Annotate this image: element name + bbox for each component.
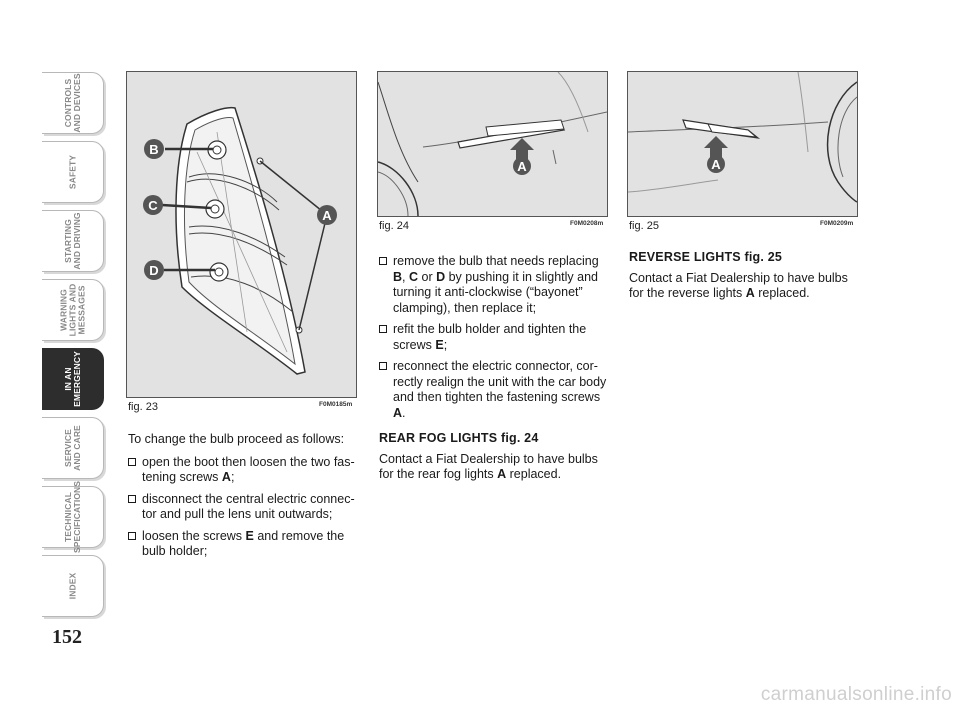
tab-label: WARNING LIGHTS AND MESSAGES [58, 283, 86, 337]
tab-safety[interactable] [42, 141, 104, 203]
reverse-light-drawing [628, 72, 857, 216]
tab-technical-specifications[interactable] [42, 480, 104, 554]
tab-controls-and-devices[interactable] [42, 72, 104, 134]
step-text: refit the bulb holder and tighten the screws [393, 322, 587, 352]
fig-23-code: F0M0185m [319, 401, 353, 408]
step-remove-bulb [379, 254, 609, 316]
step-reconnect [379, 359, 609, 421]
step-text: loosen the screws [142, 528, 246, 543]
step-disconnect-connector [128, 492, 358, 523]
checkbox-bullet-icon [379, 257, 387, 265]
step-text: or [418, 269, 437, 284]
rear-fog-lights-heading: REAR FOG LIGHTS fig. 24 [379, 431, 539, 445]
step-ref: D [436, 269, 446, 284]
step-text: remove the bulb that needs replacing [393, 254, 599, 268]
step-text: ; [443, 337, 448, 352]
rear-fog-drawing [378, 72, 607, 216]
callout-d-label: D [149, 263, 159, 278]
tab-in-an-emergency[interactable] [42, 348, 104, 410]
intro-paragraph: To change the bulb proceed as follows: [128, 432, 345, 446]
figure-25-reverse-lights [627, 71, 858, 217]
column-3-text [629, 250, 859, 309]
step-text: reconnect the electric connector, cor-rectly realign the unit with the car body and then tighten the fastening screws [393, 359, 607, 404]
body-ref: A [745, 286, 755, 300]
callout-b-label: B [149, 142, 159, 157]
tab-label: STARTING AND DRIVING [62, 212, 82, 270]
tab-label: INDEX [67, 572, 77, 600]
fig-25-code: F0M0209m [820, 220, 854, 227]
figure-24-rear-fog-lights [377, 71, 608, 217]
tail-light-drawing [127, 72, 356, 397]
fig-24-callout-a: A [517, 159, 527, 174]
step-loosen-screws [128, 529, 358, 560]
callout-c-label: C [148, 198, 158, 213]
checkbox-bullet-icon [379, 362, 387, 370]
watermark: carmanualsonline.info [760, 684, 952, 705]
checkbox-bullet-icon [128, 532, 136, 540]
fig-25-caption: fig. 25 [629, 220, 659, 232]
body-text: Contact a Fiat Dealership to have bulbs for the reverse lights [629, 270, 848, 300]
column-2-text [379, 254, 609, 490]
body-text: replaced. [754, 286, 810, 300]
step-ref: A [393, 405, 403, 420]
checkbox-bullet-icon [128, 458, 136, 466]
step-text: disconnect the central electric connec-tor and pull the lens unit outwards; [142, 491, 355, 521]
step-open-boot [128, 455, 358, 486]
step-refit-holder [379, 322, 609, 353]
tab-service-and-care[interactable] [42, 417, 104, 479]
fig-23-caption: fig. 23 [128, 401, 158, 413]
figure-23-tail-light [126, 71, 357, 398]
tab-label: TECHNICAL SPECIFICATIONS [62, 480, 82, 554]
step-text: ; [230, 470, 235, 484]
fig-25-callout-a: A [711, 157, 721, 172]
step-ref: B [393, 269, 403, 284]
step-ref: A [221, 470, 231, 484]
column-1-text [128, 432, 358, 566]
step-text: , [402, 269, 409, 284]
tab-label: IN AN EMERGENCY [62, 351, 82, 407]
tab-index[interactable] [42, 555, 104, 617]
tab-warning-lights[interactable] [42, 279, 104, 341]
fig-24-code: F0M0208m [570, 220, 604, 227]
tab-label: CONTROLS AND DEVICES [62, 73, 82, 133]
body-ref: A [497, 467, 507, 481]
step-ref: E [245, 528, 254, 543]
page-number: 152 [52, 626, 82, 648]
reverse-lights-heading: REVERSE LIGHTS fig. 25 [629, 250, 783, 264]
tab-starting-and-driving[interactable] [42, 210, 104, 272]
reverse-lights-body [629, 271, 859, 302]
step-text: open the boot then loosen the two fas-tening screws [142, 454, 355, 484]
tab-label: SERVICE AND CARE [62, 425, 82, 471]
step-ref: E [435, 337, 444, 352]
step-text: and remove the bulb holder; [142, 528, 345, 558]
callout-a-label: A [322, 208, 332, 223]
step-text: . [402, 405, 406, 420]
checkbox-bullet-icon [379, 325, 387, 333]
tab-label: SAFETY [67, 154, 77, 190]
body-text: replaced. [506, 467, 562, 481]
step-text: by pushing it in slightly and turning it anti-clockwise (“bayonet” clamping), then replace it; [393, 269, 598, 315]
fig-24-caption: fig. 24 [379, 220, 409, 232]
rear-fog-lights-body [379, 452, 609, 483]
step-ref: C [408, 269, 419, 284]
checkbox-bullet-icon [128, 495, 136, 503]
body-text: Contact a Fiat Dealership to have bulbs for the rear fog lights [379, 451, 598, 481]
